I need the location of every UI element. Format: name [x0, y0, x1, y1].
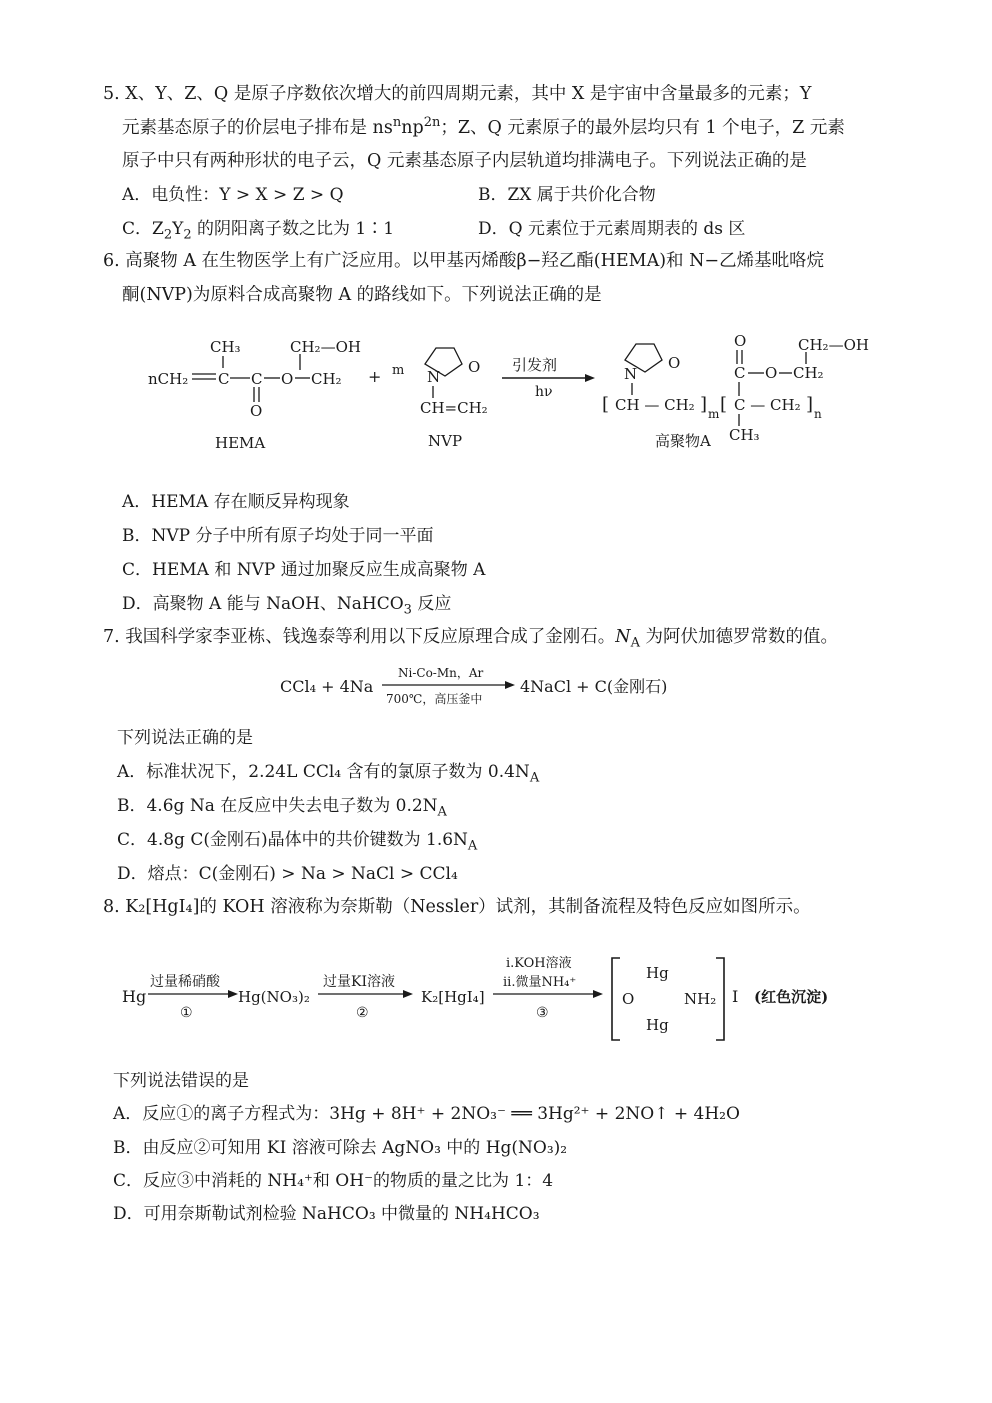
q7-line1-a: 7. 我国科学家李亚栋、钱逸泰等利用以下反应原理合成了金刚石。 — [103, 627, 616, 647]
poly-ester-c: C — [734, 364, 746, 382]
hema-ester-o: O — [281, 370, 294, 388]
q7-optc-sub: A — [467, 838, 478, 854]
q6-option-a: A．HEMA 存在顺反异构现象 — [122, 492, 350, 512]
poly-n: N — [624, 365, 638, 383]
hema-ch2: CH₂ — [311, 370, 342, 388]
q7-stem: 下列说法正确的是 — [117, 728, 253, 748]
q5-optc-c: 的阴阳离子数之比为 1∶1 — [191, 219, 395, 239]
flow-step1-reagent: 过量稀硝酸 — [150, 974, 220, 990]
q6-line1: 6. 高聚物 A 在生物医学上有广泛应用。以甲基丙烯酸β−羟乙酯(HEMA)和 N−乙烯基吡咯烷 — [103, 251, 825, 271]
flow-precipitate-note: (红色沉淀) — [754, 988, 829, 1006]
q5-option-b: B．ZX 属于共价化合物 — [478, 185, 656, 205]
q5-line1: 5. X、Y、Z、Q 是原子序数依次增大的前四周期元素，其中 X 是宇宙中含量最多的元素；Y — [103, 84, 812, 104]
q7-option-c — [117, 825, 477, 853]
q5-line2-text-b: np — [401, 118, 424, 138]
q7-eq-right: 4NaCl + C(金刚石) — [520, 677, 668, 696]
q6-option-d — [122, 589, 451, 617]
q6-option-c: C．HEMA 和 NVP 通过加聚反应生成高聚物 A — [122, 560, 486, 580]
q5-line3: 原子中只有两种形状的电子云，Q 元素基态原子内层轨道均排满电子。下列说法正确的是 — [122, 151, 807, 171]
q7-optb-sub: A — [437, 804, 447, 820]
hema-ch2oh: CH₂—OH — [290, 338, 361, 356]
poly-ch-chain: CH — CH₂ — [615, 396, 695, 414]
flow-step2-number: ② — [356, 1005, 369, 1021]
q6-reaction-scheme — [140, 330, 900, 460]
q7-equation — [280, 660, 720, 710]
flow-iodide: I — [732, 987, 739, 1006]
poly-ch2oh: CH₂—OH — [798, 336, 869, 354]
flow-product1: Hg(NO₃)₂ — [238, 988, 310, 1006]
poly-m: m — [708, 407, 720, 421]
q8-option-a: A．反应①的离子方程式为：3Hg + 8H⁺ + 2NO₃⁻ ══ 3Hg²⁺ + 2NO↑ + 4H₂O — [113, 1104, 740, 1124]
poly-o: O — [668, 354, 681, 372]
q5-option-d: D．Q 元素位于元素周期表的 ds 区 — [478, 219, 746, 239]
q5-sup-2n: 2n — [423, 115, 441, 131]
arrow-light: hν — [535, 384, 553, 400]
q5-option-c — [122, 214, 394, 242]
q5-sup-n: n — [392, 115, 402, 131]
q7-eq-left: CCl₄ + 4Na — [280, 677, 374, 696]
q6-line2: 酮(NVP)为原料合成高聚物 A 的路线如下。下列说法正确的是 — [122, 285, 602, 305]
q8-option-c: C．反应③中消耗的 NH₄⁺和 OH⁻的物质的量之比为 1：4 — [113, 1171, 554, 1191]
flow-step3-reagent2: ii.微量NH₄⁺ — [503, 975, 577, 990]
q7-optc-text: C．4.8g C(金刚石)晶体中的共价键数为 1.6N — [117, 830, 468, 850]
svg-text:]: ] — [806, 394, 814, 415]
q5-optc-sub2: 2 — [183, 227, 192, 243]
q7-option-b — [117, 791, 447, 819]
nvp-m: m — [392, 363, 405, 378]
q6-option-b: B．NVP 分子中所有原子均处于同一平面 — [122, 526, 434, 546]
q5-line2-text-a: 元素基态原子的价层电子排布是 ns — [122, 118, 393, 138]
hema-ester-c: C — [251, 370, 263, 388]
hema-ch3: CH₃ — [210, 338, 241, 356]
q7-opta-sub: A — [529, 770, 540, 786]
hema-label: HEMA — [215, 434, 266, 452]
svg-text:C: C — [218, 370, 230, 388]
flow-step3-number: ③ — [536, 1005, 549, 1021]
q5-line2-text-c: ；Z、Q 元素原子的最外层均只有 1 个电子，Z 元素 — [440, 118, 845, 138]
q6-optd-sub: 3 — [403, 602, 412, 618]
q7-line1-b: 为阿伏加德罗常数的值。 — [639, 627, 839, 647]
nvp-vinyl: CH=CH₂ — [420, 399, 488, 417]
nvp-label: NVP — [428, 432, 463, 450]
flow-product2: K₂[HgI₄] — [421, 988, 485, 1006]
poly-ch2: CH₂ — [793, 364, 824, 382]
q5-optc-a: C．Z — [122, 219, 164, 239]
q5-optc-sub1: 2 — [163, 227, 173, 243]
q7-option-a — [117, 757, 539, 785]
hema-nch2: nCH₂ — [148, 370, 189, 388]
svg-text:]: ] — [700, 394, 708, 415]
q6-optd-b: 反应 — [411, 594, 452, 614]
q7-na-symbol: N — [615, 627, 631, 647]
q7-na-sub: A — [630, 635, 640, 651]
flow-bracket-hg-bottom: Hg — [646, 1016, 669, 1034]
q7-line1 — [103, 623, 838, 651]
q7-optb-text: B．4.6g Na 在反应中失去电子数为 0.2N — [117, 796, 438, 816]
nvp-n: N — [427, 368, 441, 386]
plus-sign: + — [368, 367, 382, 386]
q8-line1: 8. K₂[HgI₄]的 KOH 溶液称为奈斯勒（Nessler）试剂，其制备流程及特色反应如图所示。 — [103, 897, 811, 917]
poly-ch3: CH₃ — [729, 426, 760, 444]
q8-flow-diagram — [118, 950, 878, 1050]
arrow-initiator: 引发剂 — [512, 356, 558, 374]
q7-eq-condition: 700℃，高压釜中 — [386, 692, 483, 706]
svg-text:[: [ — [602, 394, 610, 415]
q8-option-b: B．由反应②可知用 KI 溶液可除去 AgNO₃ 中的 Hg(NO₃)₂ — [113, 1138, 568, 1158]
flow-step3-reagent1: i.KOH溶液 — [506, 956, 572, 971]
poly-carbonyl-o: O — [734, 332, 747, 350]
flow-hg: Hg — [122, 987, 147, 1006]
q7-option-d: D．熔点：C(金刚石) > Na > NaCl > CCl₄ — [117, 864, 458, 884]
q5-line2 — [122, 114, 845, 139]
flow-bracket-o: O — [622, 990, 635, 1008]
poly-n-sub: n — [814, 407, 822, 421]
q7-eq-catalyst: Ni-Co-Mn，Ar — [398, 666, 484, 680]
svg-text:[: [ — [720, 394, 728, 415]
flow-bracket-hg-top: Hg — [646, 964, 669, 982]
flow-step2-reagent: 过量KI溶液 — [323, 974, 395, 990]
q8-stem: 下列说法错误的是 — [113, 1071, 249, 1091]
q6-optd-a: D．高聚物 A 能与 NaOH、NaHCO — [122, 594, 404, 614]
flow-bracket-nh2: NH₂ — [684, 990, 717, 1008]
polymer-label: 高聚物A — [655, 432, 711, 450]
flow-step1-number: ① — [180, 1005, 193, 1021]
q8-option-d: D．可用奈斯勒试剂检验 NaHCO₃ 中微量的 NH₄HCO₃ — [113, 1204, 540, 1224]
q5-option-a: A．电负性：Y > X > Z > Q — [122, 185, 344, 205]
q7-opta-text: A．标准状况下，2.24L CCl₄ 含有的氯原子数为 0.4N — [117, 762, 530, 782]
nvp-o: O — [468, 358, 481, 376]
q5-optc-b: Y — [172, 219, 184, 239]
poly-c-chain: C — CH₂ — [734, 396, 801, 414]
poly-ester-o: O — [765, 364, 778, 382]
hema-carbonyl-o: O — [250, 402, 263, 420]
